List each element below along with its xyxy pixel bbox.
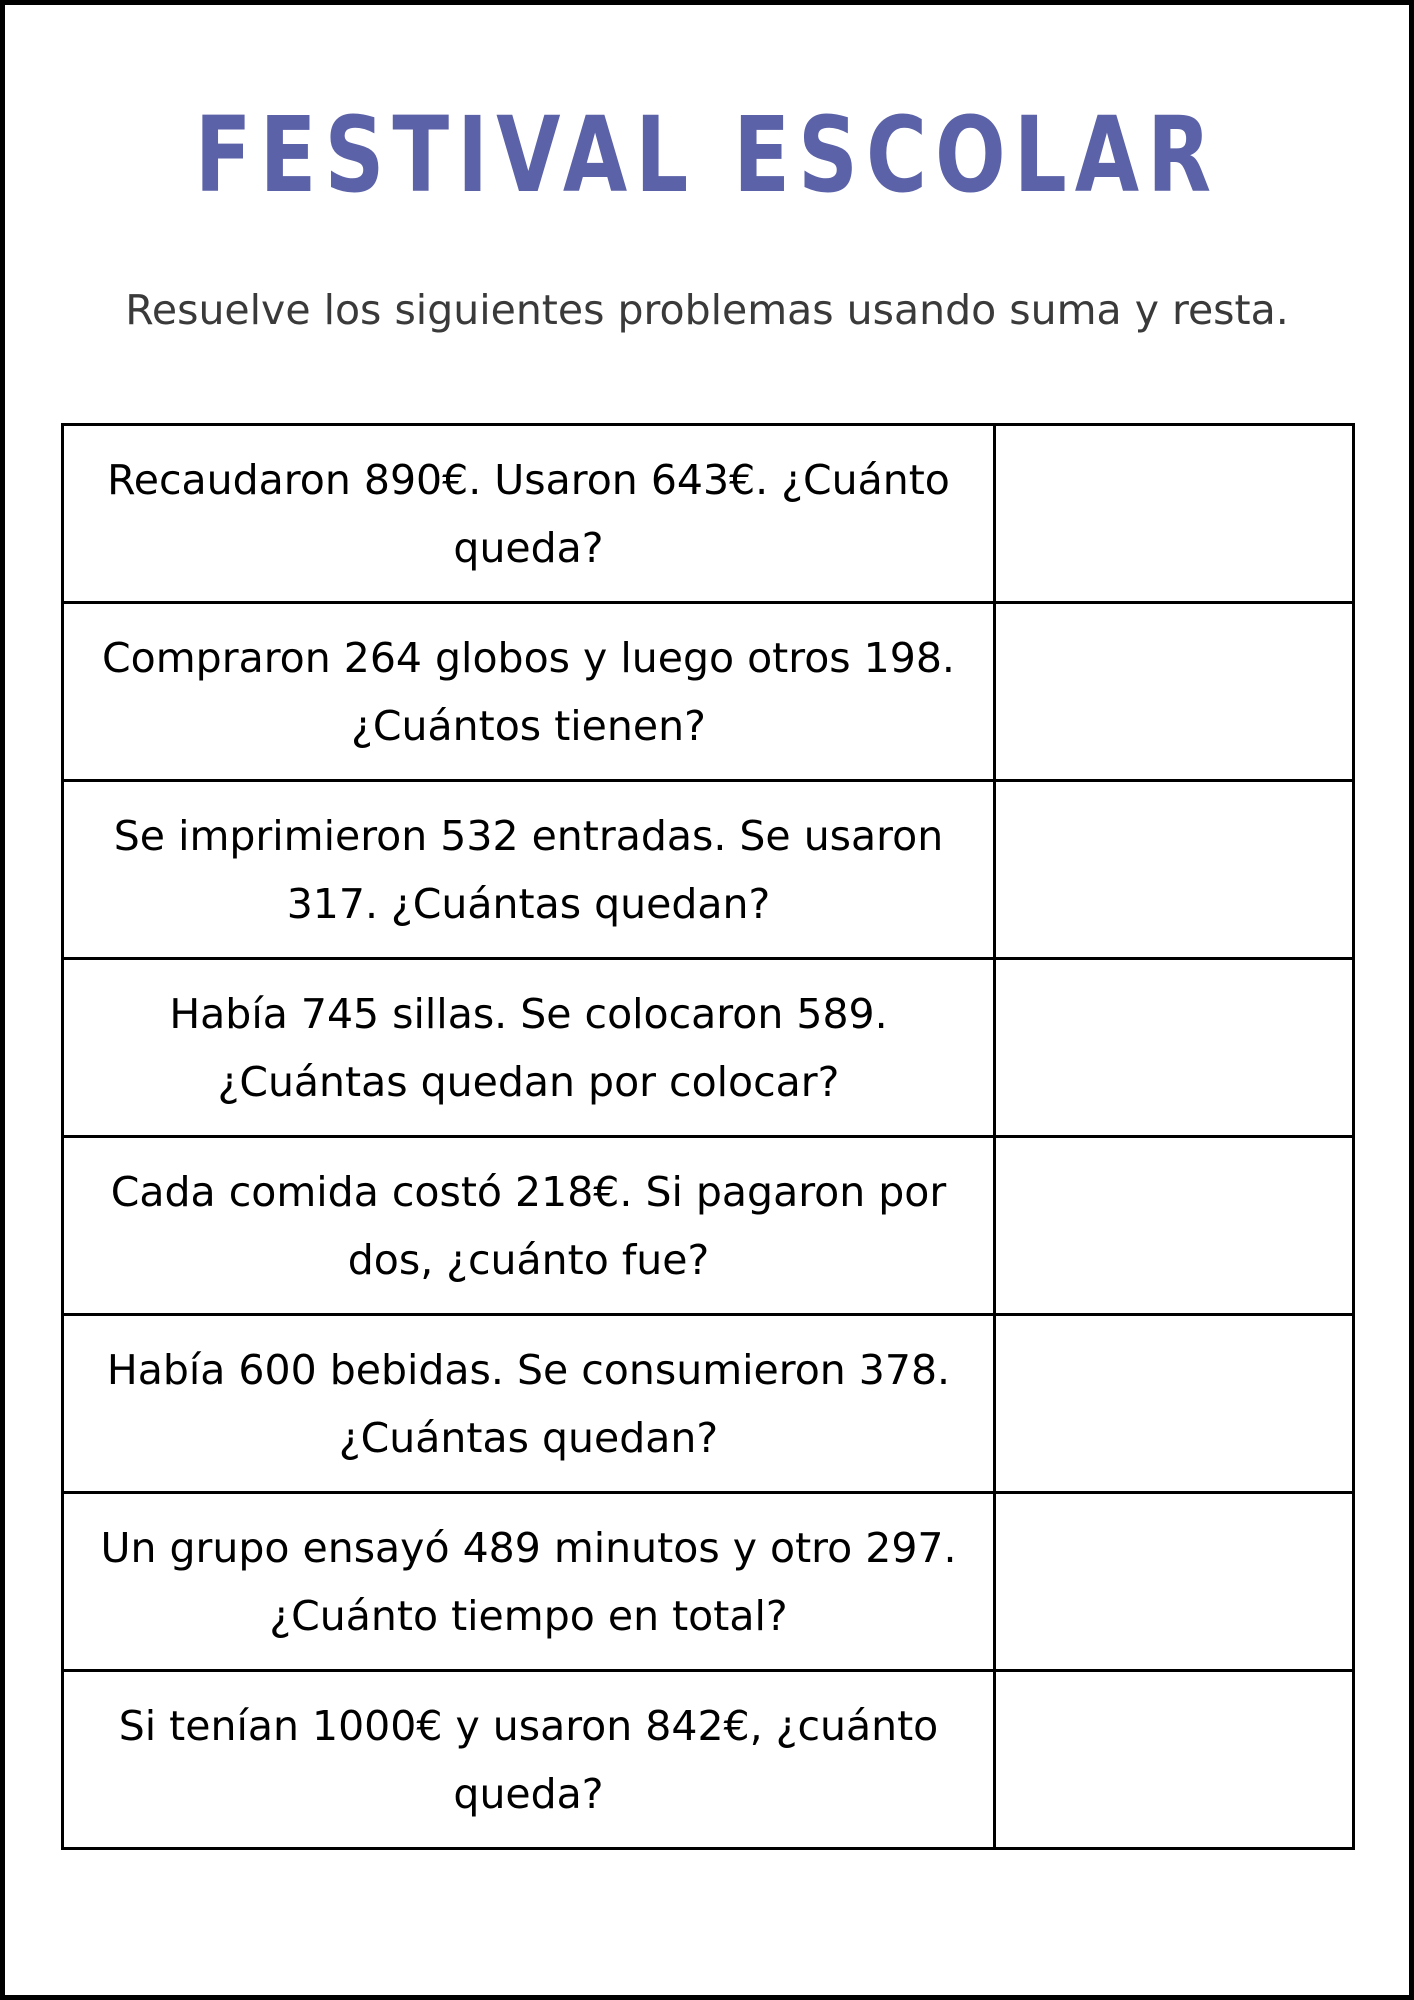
answer-box xyxy=(995,425,1354,603)
table-row xyxy=(63,1137,1354,1315)
answer-box xyxy=(995,959,1354,1137)
problem-text: Si tenían 1000€ y usaron 842€, ¿cuánto queda? xyxy=(63,1671,995,1849)
page-title: FESTIVAL ESCOLAR xyxy=(194,94,1220,216)
answer-box xyxy=(995,603,1354,781)
problem-text: Cada comida costó 218€. Si pagaron por dos, ¿cuánto fue? xyxy=(63,1137,995,1315)
problem-text: Había 600 bebidas. Se consumieron 378. ¿Cuántas quedan? xyxy=(63,1315,995,1493)
answer-box xyxy=(995,1137,1354,1315)
answer-box xyxy=(995,1315,1354,1493)
problem-text: Compraron 264 globos y luego otros 198. ¿Cuántos tienen? xyxy=(63,603,995,781)
problem-text: Recaudaron 890€. Usaron 643€. ¿Cuánto queda? xyxy=(63,425,995,603)
problem-table xyxy=(61,423,1355,1850)
table-row xyxy=(63,603,1354,781)
table-row xyxy=(63,781,1354,959)
answer-box xyxy=(995,1671,1354,1849)
table-row xyxy=(63,959,1354,1137)
table-row xyxy=(63,425,1354,603)
problem-text: Un grupo ensayó 489 minutos y otro 297. ¿Cuánto tiempo en total? xyxy=(63,1493,995,1671)
problem-text: Se imprimieron 532 entradas. Se usaron 317. ¿Cuántas quedan? xyxy=(63,781,995,959)
problem-text: Había 745 sillas. Se colocaron 589. ¿Cuántas quedan por colocar? xyxy=(63,959,995,1137)
table-row xyxy=(63,1493,1354,1671)
table-row xyxy=(63,1315,1354,1493)
instructions: Resuelve los siguientes problemas usando suma y resta. xyxy=(125,286,1289,334)
answer-box xyxy=(995,1493,1354,1671)
table-row xyxy=(63,1671,1354,1849)
answer-box xyxy=(995,781,1354,959)
